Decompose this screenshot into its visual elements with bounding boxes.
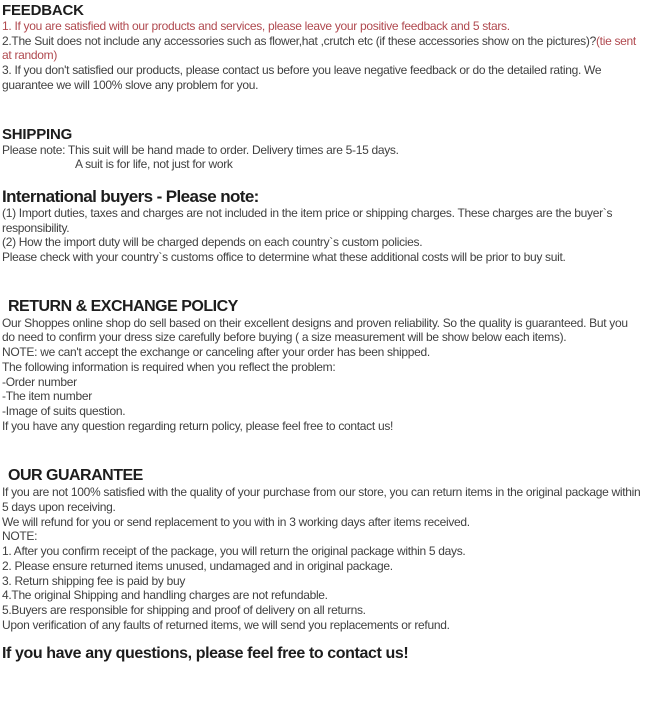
contact-us-line: If you have any questions, please feel free to contact us! xyxy=(2,645,409,663)
guarantee-rule-1: 1. After you confirm receipt of the package, you will return the original package within 5 days. xyxy=(2,544,466,559)
international-point-3: Please check with your country`s customs office to determine what these additional costs will be prior to buy suit. xyxy=(2,250,566,265)
feedback-point-1: 1. If you are satisfied with our products and services, please leave your positive feedback and 5 stars. xyxy=(2,19,510,33)
return-exchange-policy-section xyxy=(2,297,643,434)
international-buyers-section xyxy=(2,187,643,265)
return-policy-item-item-number: -The item number xyxy=(2,389,92,404)
return-policy-intro: Our Shoppes online shop do sell based on their excellent designs and proven reliability. So the quality is guaranteed. But you do need to confirm your dress size carefully before buying ( a size measurement will be show below each items). xyxy=(2,315,628,345)
guarantee-closing: Upon verification of any faults of returned items, we will send you replacements or refund. xyxy=(2,617,450,632)
return-policy-item-image: -Image of suits question. xyxy=(2,403,126,418)
feedback-point-2 xyxy=(2,34,643,63)
feedback-point-3: 3. If you don't satisfied our products, please contact us before you leave negative feedback or do the detailed rating. We guarantee we will 100% slove any problem for you. xyxy=(2,63,602,92)
feedback-heading: FEEDBACK xyxy=(2,2,84,19)
feedback-section xyxy=(2,2,643,93)
guarantee-rule-3: 3. Return shipping fee is paid by buy xyxy=(2,573,186,588)
shipping-slogan: A suit is for life, not just for work xyxy=(75,157,233,172)
international-buyers-heading: International buyers - Please note: xyxy=(2,186,259,206)
return-policy-heading: RETURN & EXCHANGE POLICY xyxy=(8,297,238,315)
feedback-point-2-text: 2.The Suit does not include any accessories such as flower,hat ,crutch etc (if these accessories show on the pictures)? xyxy=(2,33,596,48)
guarantee-refund: We will refund for you or send replacement to you with in 3 working days after items received. xyxy=(2,514,470,529)
return-policy-closing: If you have any question regarding return policy, please feel free to contact us! xyxy=(2,418,394,433)
return-policy-required-info: The following information is required when you reflect the problem: xyxy=(2,359,336,374)
shipping-heading: SHIPPING xyxy=(2,125,73,143)
guarantee-rule-2: 2. Please ensure returned items unused, undamaged and in original package. xyxy=(2,558,393,573)
feedback-point-2-note: (tie sent at random) xyxy=(2,33,636,63)
our-guarantee-heading: OUR GUARANTEE xyxy=(8,467,143,485)
return-policy-item-order-number: -Order number xyxy=(2,374,77,389)
guarantee-intro: If you are not 100% satisfied with the quality of your purchase from our store, you can return items in the original package within 5 days upon receiving. xyxy=(2,485,641,515)
return-policy-note: NOTE: we can't accept the exchange or canceling after your order has been shipped. xyxy=(2,345,430,360)
guarantee-rule-5: 5.Buyers are responsible for shipping and proof of delivery on all returns. xyxy=(2,602,366,617)
our-guarantee-section xyxy=(2,466,643,632)
international-point-2: (2) How the import duty will be charged depends on each country`s custom policies. xyxy=(2,235,423,250)
guarantee-rule-4: 4.The original Shipping and handling charges are not refundable. xyxy=(2,588,328,603)
international-point-1: (1) Import duties, taxes and charges are not included in the item price or shipping charges. These charges are the buyer`s responsibility. xyxy=(2,205,613,235)
guarantee-note-label: NOTE: xyxy=(2,529,38,544)
shipping-note: Please note: This suit will be hand made to order. Delivery times are 5-15 days. xyxy=(2,142,399,157)
shipping-section xyxy=(2,126,643,172)
